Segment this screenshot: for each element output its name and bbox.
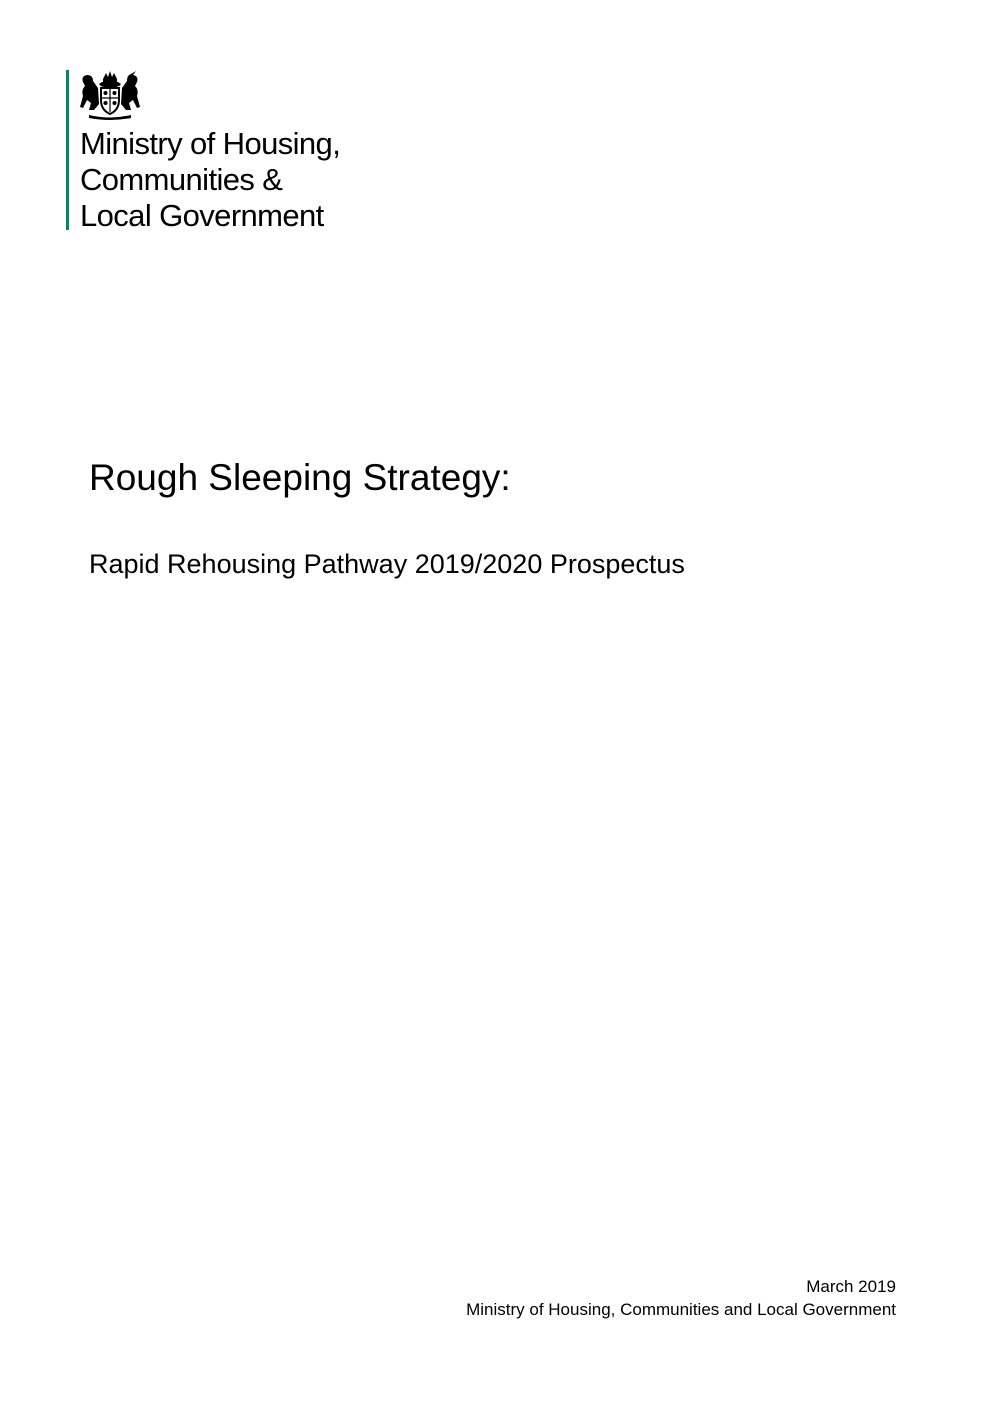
royal-coat-of-arms-icon bbox=[79, 70, 141, 120]
logo-accent-rule bbox=[66, 70, 69, 230]
department-name bbox=[80, 126, 340, 234]
department-name-line-2: Communities & bbox=[80, 162, 283, 197]
department-name-line-1: Ministry of Housing, bbox=[80, 126, 341, 161]
publisher-name: Ministry of Housing, Communities and Local Government bbox=[466, 1300, 896, 1319]
department-logo bbox=[66, 70, 386, 233]
document-subtitle: Rapid Rehousing Pathway 2019/2020 Prospectus bbox=[89, 549, 685, 579]
department-name-line-3: Local Government bbox=[80, 198, 324, 233]
document-title: Rough Sleeping Strategy: bbox=[89, 457, 511, 498]
publication-info bbox=[466, 1275, 896, 1321]
publication-date: March 2019 bbox=[806, 1277, 896, 1296]
